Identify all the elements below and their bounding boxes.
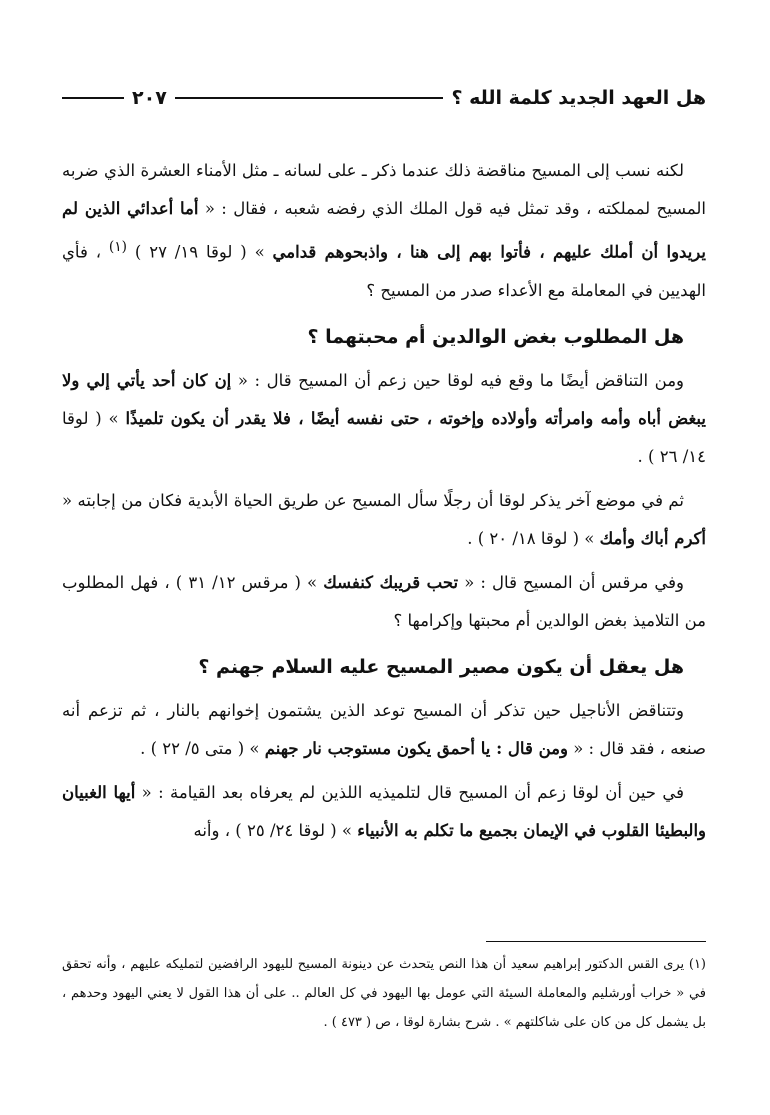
footnote-separator xyxy=(486,941,706,942)
text-run: ومن التناقض أيضًا ما وقع فيه لوقا حين زعم أن المسيح قال : « xyxy=(231,370,685,390)
text-run: في حين أن لوقا زعم أن المسيح قال لتلميذيه اللذين لم يعرفاه بعد القيامة : « xyxy=(135,782,684,802)
quoted-text: أما أعدائي الذين لم يريدوا أن أملك عليهم ، فأتوا بهم إلى هنا ، واذبحوهم قدامي xyxy=(62,199,706,262)
running-header xyxy=(62,78,706,118)
quoted-text: إن كان أحد يأتي إلي ولا يبغض أباه وأمه وامرأته وأولاده وإخوته ، حتى نفسه أيضًا ، فلا يقدر أن يكون تلميذًا xyxy=(62,370,707,428)
text-run: » ( لوقا ١٤/ ٢٦ ) . xyxy=(62,408,706,466)
body-text xyxy=(62,152,706,856)
text-run: » ( لوقا ٢٤/ ٢٥ ) ، وأنه xyxy=(193,820,358,840)
quoted-text: أيها الغبيان والبطيئا القلوب في الإيمان بجميع ما تكلم به الأنبياء xyxy=(62,782,706,840)
header-rule-end xyxy=(62,97,124,99)
section-heading: هل يعقل أن يكون مصير المسيح عليه السلام جهنم ؟ xyxy=(198,655,684,678)
text-run: لكنه نسب إلى المسيح مناقضة ذلك عندما ذكر ـ على لسانه ـ مثل الأمناء العشرة الذي ضربه المسيح لمملكته ، وقد تمثل فيه قول الملك الذي رفضه شعبه ، فقال : « xyxy=(62,161,706,218)
header-rule xyxy=(175,97,444,99)
page-number: ٢٠٧ xyxy=(132,87,167,109)
paragraph xyxy=(62,152,706,310)
text-run: ، فأي الهديين في المعاملة مع الأعداء صدر من المسيح ؟ xyxy=(62,242,706,300)
paragraph xyxy=(62,774,706,850)
text-run: وتتناقض الأناجيل حين تذكر أن المسيح توعد الذين يشتمون إخوانهم بالنار ، ثم تزعم أنه صنعه ، فقد قال : « xyxy=(62,700,706,758)
quoted-text: ومن قال : يا أحمق يكون مستوجب نار جهنم xyxy=(264,738,568,758)
paragraph xyxy=(62,362,706,476)
paragraph xyxy=(62,564,706,640)
text-run: » ( لوقا ١٨/ ٢٠ ) . xyxy=(467,528,600,548)
paragraph xyxy=(62,482,706,558)
running-title: هل العهد الجديد كلمة الله ؟ xyxy=(451,87,706,109)
text-run: وفي مرقس أن المسيح قال : « xyxy=(458,572,684,592)
quoted-text: تحب قريبك كنفسك xyxy=(323,572,459,592)
text-run: » ( لوقا ١٩/ ٢٧ ) xyxy=(127,242,273,262)
text-run: » ( متى ٥/ ٢٢ ) . xyxy=(140,738,265,758)
text-run: » ( مرقس ١٢/ ٣١ ) ، فهل المطلوب من التلاميذ بغض الوالدين أم محبتها وإكرامها ؟ xyxy=(62,572,706,630)
section-heading: هل المطلوب بغض الوالدين أم محبتهما ؟ xyxy=(307,325,684,348)
footnote-marker[interactable]: (١) xyxy=(108,239,128,255)
quoted-text: أكرم أباك وأمك xyxy=(599,528,706,548)
paragraph xyxy=(62,692,706,768)
text-run: ثم في موضع آخر يذكر لوقا أن رجلًا سأل المسيح عن طريق الحياة الأبدية فكان من إجابته « xyxy=(62,490,684,510)
footnote: (١) يرى القس الدكتور إبراهيم سعيد أن هذا النص يتحدث عن دينونة المسيح لليهود الرافضين لتمليكه عليهم ، وأنه تحقق في « خراب أورشليم والمعاملة السيئة التي عومل بها اليهود في كل العالم .. على أن هذا القول لا يعني اليهود وحدهم ، بل يشمل كل من كان على شاكلتهم » . شرح بشارة لوقا ، ص ( ٤٧٣ ) . xyxy=(62,957,706,1030)
